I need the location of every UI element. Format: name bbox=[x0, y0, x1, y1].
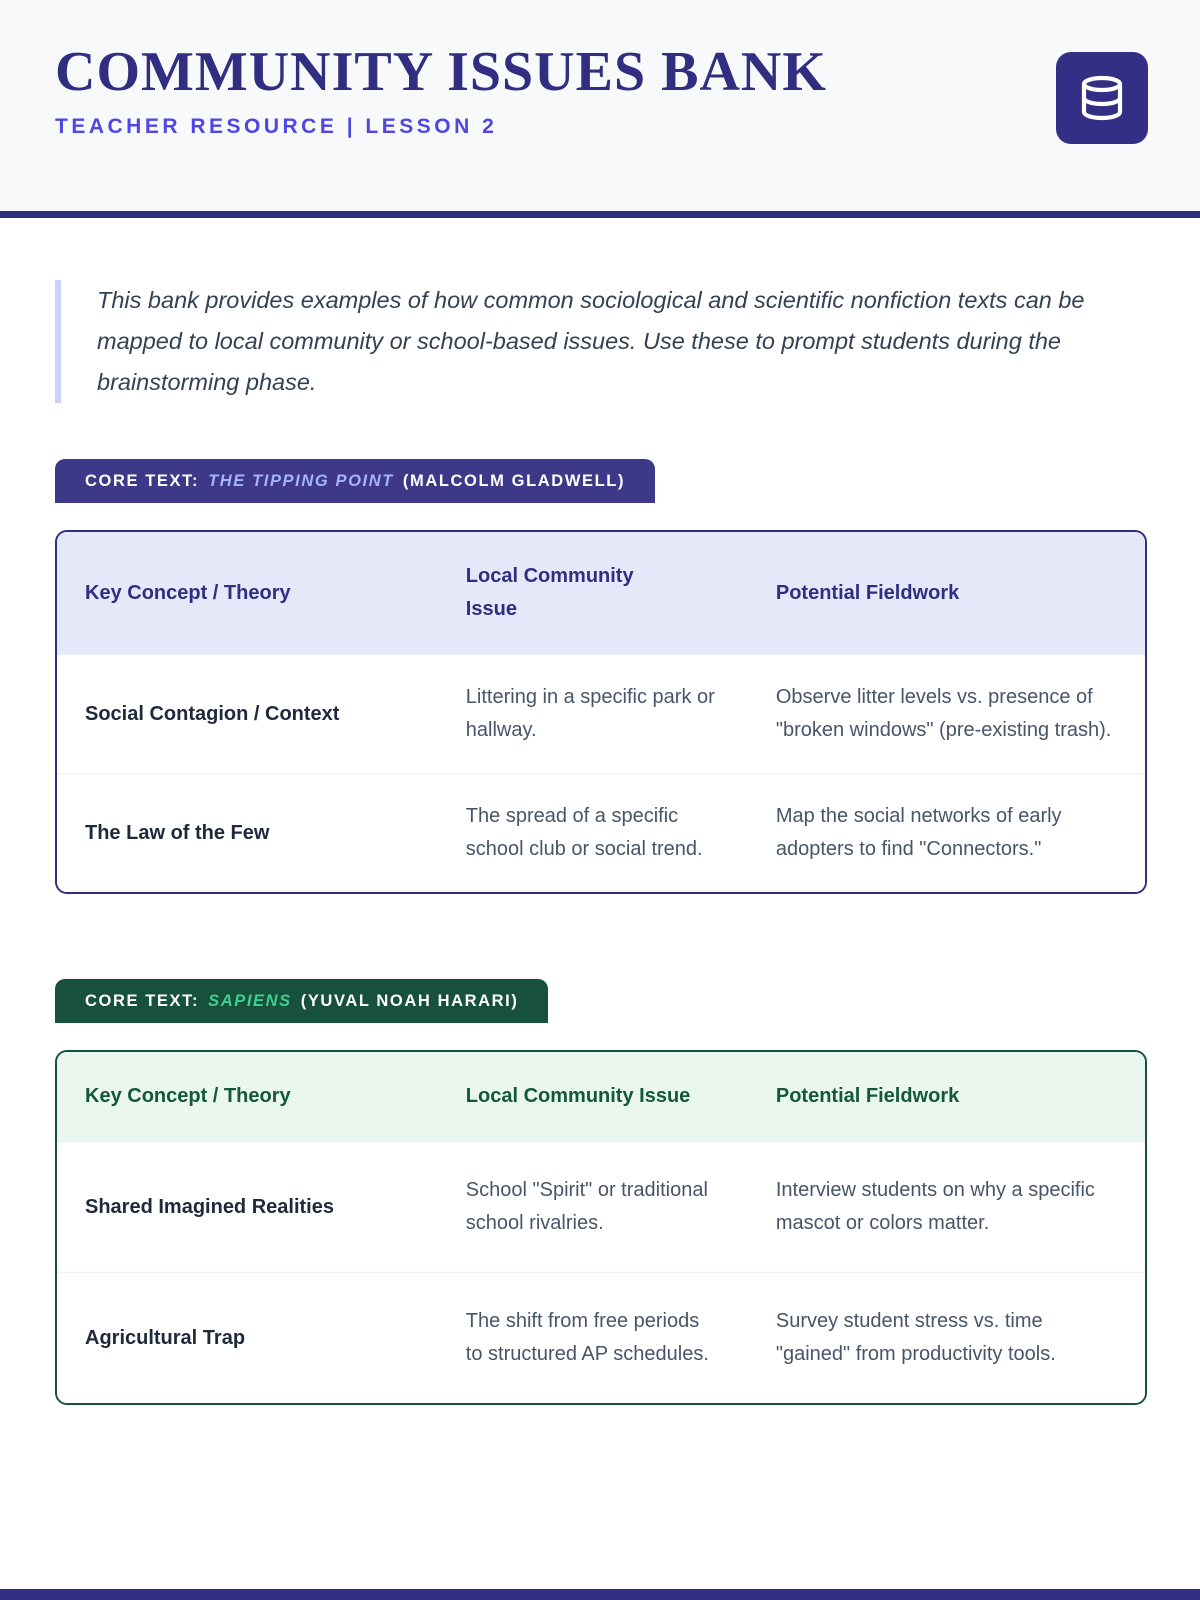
column-header-issue: Local Community Issue bbox=[438, 1052, 748, 1141]
section-tipping-point bbox=[55, 403, 1147, 894]
table-row bbox=[57, 1141, 1145, 1272]
table-sapiens bbox=[55, 1050, 1147, 1405]
database-icon bbox=[1056, 52, 1148, 144]
page-subtitle: TEACHER RESOURCE | LESSON 2 bbox=[55, 114, 498, 138]
concept-cell: Shared Imagined Realities bbox=[57, 1141, 438, 1272]
column-header-concept: Key Concept / Theory bbox=[57, 532, 438, 654]
main-content bbox=[0, 280, 1200, 1405]
table-header-row bbox=[57, 1052, 1145, 1141]
pill-prefix: CORE TEXT: bbox=[85, 472, 200, 490]
concept-cell: Agricultural Trap bbox=[57, 1272, 438, 1403]
book-author: (YUVAL NOAH HARARI) bbox=[300, 992, 519, 1010]
fieldwork-cell: Interview students on why a specific mascot or colors matter. bbox=[748, 1141, 1145, 1272]
table-tipping-point bbox=[55, 530, 1147, 894]
section-pill-sapiens bbox=[55, 979, 548, 1023]
fieldwork-cell: Survey student stress vs. time "gained" from productivity tools. bbox=[748, 1272, 1145, 1403]
book-author: (MALCOLM GLADWELL) bbox=[402, 472, 626, 490]
issue-cell: The shift from free periods to structured AP schedules. bbox=[438, 1272, 748, 1403]
concept-cell: Social Contagion / Context bbox=[57, 654, 438, 773]
issue-cell: School "Spirit" or traditional school rivalries. bbox=[438, 1141, 748, 1272]
table-header-row bbox=[57, 532, 1145, 654]
column-header-fieldwork: Potential Fieldwork bbox=[748, 532, 1145, 654]
fieldwork-cell: Map the social networks of early adopters to find "Connectors." bbox=[748, 773, 1145, 892]
section-pill-tipping-point bbox=[55, 459, 655, 503]
column-header-fieldwork: Potential Fieldwork bbox=[748, 1052, 1145, 1141]
issue-cell: The spread of a specific school club or social trend. bbox=[438, 773, 748, 892]
table-row bbox=[57, 773, 1145, 892]
fieldwork-cell: Observe litter levels vs. presence of "broken windows" (pre-existing trash). bbox=[748, 654, 1145, 773]
intro-note: This bank provides examples of how common sociological and scientific nonfiction texts can be mapped to local community or school-based issues. Use these to prompt students during the brainstorming phase. bbox=[55, 280, 1120, 403]
section-sapiens bbox=[55, 894, 1147, 1405]
concept-cell: The Law of the Few bbox=[57, 773, 438, 892]
book-title: SAPIENS bbox=[208, 992, 292, 1010]
pill-prefix: CORE TEXT: bbox=[85, 992, 200, 1010]
column-header-issue: Local Community Issue bbox=[438, 532, 748, 654]
bottom-accent-bar bbox=[0, 1589, 1200, 1600]
page-title: COMMUNITY ISSUES BANK bbox=[55, 41, 827, 103]
table-row bbox=[57, 1272, 1145, 1403]
issue-cell: Littering in a specific park or hallway. bbox=[438, 654, 748, 773]
column-header-concept: Key Concept / Theory bbox=[57, 1052, 438, 1141]
book-title: THE TIPPING POINT bbox=[208, 472, 394, 490]
page-header bbox=[0, 0, 1200, 218]
table-row bbox=[57, 654, 1145, 773]
header-text-block bbox=[55, 42, 827, 139]
